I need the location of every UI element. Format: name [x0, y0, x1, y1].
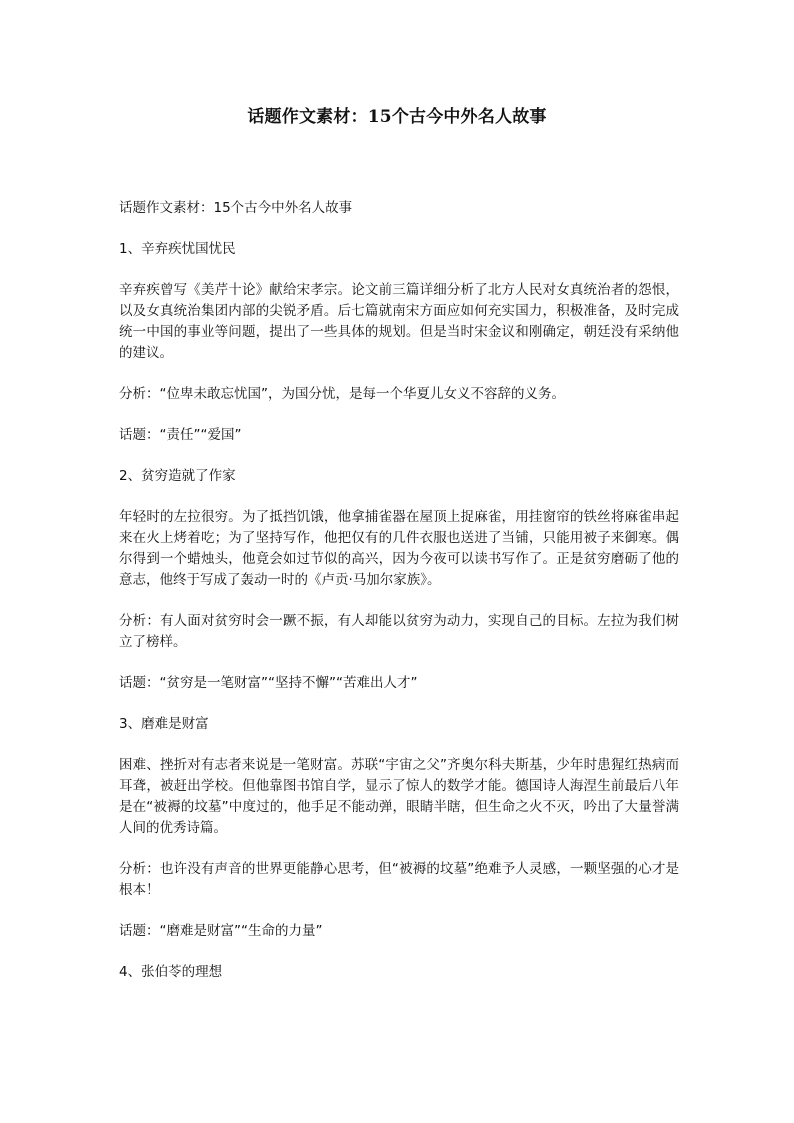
story-body: 辛弃疾曾写《美芹十论》献给宋孝宗。论文前三篇详细分析了北方人民对女真统治者的怨恨，以及女真统治集团内部的尖锐矛盾。后七篇就南宋方面应如何充实国力，积极准备，及时完成统一中国的事业等问题，提出了一些具体的规划。但是当时宋金议和刚确定，朝廷没有采纳他的建议。: [119, 282, 679, 361]
document-body: [119, 198, 679, 1003]
story-heading: 1、辛弃疾忧国忧民: [119, 241, 236, 257]
story-body: 年轻时的左拉很穷。为了抵挡饥饿，他拿捕雀器在屋顶上捉麻雀，用挂窗帘的铁丝将麻雀串起来在火上烤着吃；为了坚持写作，他把仅有的几件衣服也送进了当铺，只能用被子来御寒。偶尔得到一个蜡烛头，他竟会如过节似的高兴，因为今夜可以读书写作了。正是贫穷磨砺了他的意志，他终于写成了轰动一时的《卢贡·马加尔家族》。: [119, 509, 679, 588]
story-topic: 话题：“贫穷是一笔财富”“坚持不懈”“苦难出人才”: [119, 675, 418, 691]
story-heading: 2、贫穷造就了作家: [119, 468, 236, 484]
story-analysis: 分析：“位卑未敢忘忧国”，为国分忧，是每一个华夏儿女义不容辞的义务。: [119, 386, 565, 402]
story-body: 困难、挫折对有志者来说是一笔财富。苏联“宇宙之父”齐奥尔科夫斯基，少年时患猩红热病而耳聋，被赶出学校。但他靠图书馆自学，显示了惊人的数学才能。德国诗人海涅生前最后八年是在“被褥的坟墓”中度过的，他手足不能动弹，眼睛半瞎，但生命之火不灭，吟出了大量誉满人间的优秀诗篇。: [119, 757, 679, 836]
story-heading: 3、磨难是财富: [119, 716, 209, 732]
story-heading: 4、张伯苓的理想: [119, 964, 223, 980]
story-topic: 话题：“磨难是财富”“生命的力量”: [119, 923, 323, 939]
story-topic: 话题：“责任”“爱国”: [119, 427, 242, 443]
document-subtitle: 话题作文素材：15个古今中外名人故事: [119, 200, 353, 216]
story-analysis: 分析：也许没有声音的世界更能静心思考，但“被褥的坟墓”绝难予人灵感，一颗坚强的心才是根本！: [119, 861, 679, 898]
document-title: 话题作文素材：15个古今中外名人故事: [247, 107, 547, 127]
story-analysis: 分析：有人面对贫穷时会一蹶不振，有人却能以贫穷为动力，实现自己的目标。左拉为我们树立了榜样。: [119, 613, 679, 650]
